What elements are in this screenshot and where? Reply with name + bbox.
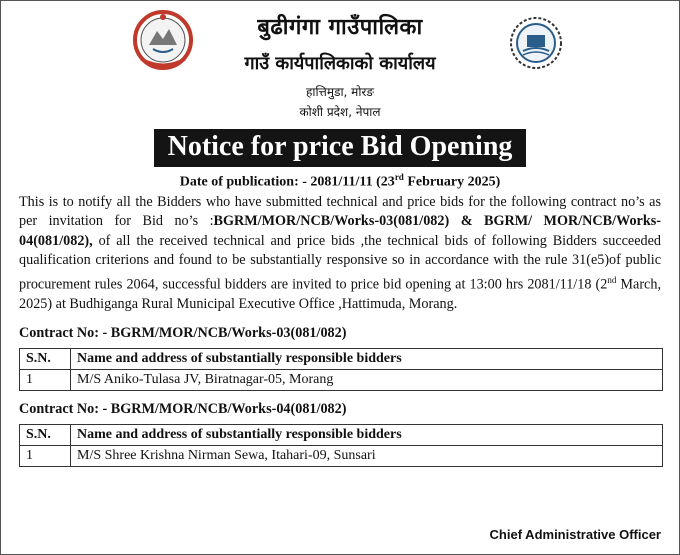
bidder-name: M/S Shree Krishna Nirman Sewa, Itahari-09, Sunsari <box>71 445 663 466</box>
bidder-sn: 1 <box>20 445 71 466</box>
body-tail: March, 2025) at Budhiganga Rural Municipal Executive Office ,Hattimuda, Morang. <box>19 276 661 313</box>
table-row <box>20 369 663 390</box>
bidder-name-header: Name and address of substantially responsible bidders <box>71 348 663 369</box>
notice-body <box>19 193 661 315</box>
municipality-name: बुढीगंगा गाउँपालिका <box>257 15 423 40</box>
letterhead <box>1 1 679 123</box>
publication-date-tail: February 2025) <box>403 174 501 190</box>
body-main: of all the received technical and price bids ,the technical bids of following Bidders succeeded qualification criterions and found to be substantially responsive so in accordance with the rule 31(e5)of public procurement rules 2064, successful bidders are invited to price bid opening at 13:00 hrs 2081/11/18 (2 <box>19 232 661 293</box>
sn-header: S.N. <box>20 424 71 445</box>
bidder-name: M/S Aniko-Tulasa JV, Biratnagar-05, Morang <box>71 369 663 390</box>
bidder-sn: 1 <box>20 369 71 390</box>
contract-1-label: Contract No: - BGRM/MOR/NCB/Works-03(081/082) <box>19 324 347 341</box>
body-date-suffix: nd <box>607 275 617 286</box>
publication-date-suffix: rd <box>394 172 404 182</box>
table-header-row <box>20 424 663 445</box>
address-line-2: कोशी प्रदेश, नेपाल <box>299 105 381 119</box>
table-header-row <box>20 348 663 369</box>
bidder-name-header: Name and address of substantially responsible bidders <box>71 424 663 445</box>
signatory-title: Chief Administrative Officer <box>489 527 661 542</box>
address-line-1: हात्तिमुडा, मोरङ <box>305 85 375 99</box>
publication-date-label: Date of publication: - 2081/11/11 (23 <box>179 174 395 190</box>
publication-date <box>1 172 679 191</box>
sn-header: S.N. <box>20 348 71 369</box>
municipality-logo-icon <box>509 15 563 71</box>
body-intro: This is to notify all the Bidders who have submitted technical and price bids for the following contract no’s as per invitation for Bid no’s : <box>19 193 661 230</box>
contract-1-table <box>19 348 663 391</box>
contract-2-table <box>19 424 663 467</box>
table-row <box>20 445 663 466</box>
office-name: गाउँ कार्यपालिकाको कार्यालय <box>244 53 436 74</box>
notice-title: Notice for price Bid Opening <box>154 129 527 167</box>
contract-2-label: Contract No: - BGRM/MOR/NCB/Works-04(081/082) <box>19 400 347 417</box>
bid-references: BGRM/MOR/NCB/Works-03(081/082) & BGRM/ MOR/NCB/Works-04(081/082), <box>19 213 661 249</box>
